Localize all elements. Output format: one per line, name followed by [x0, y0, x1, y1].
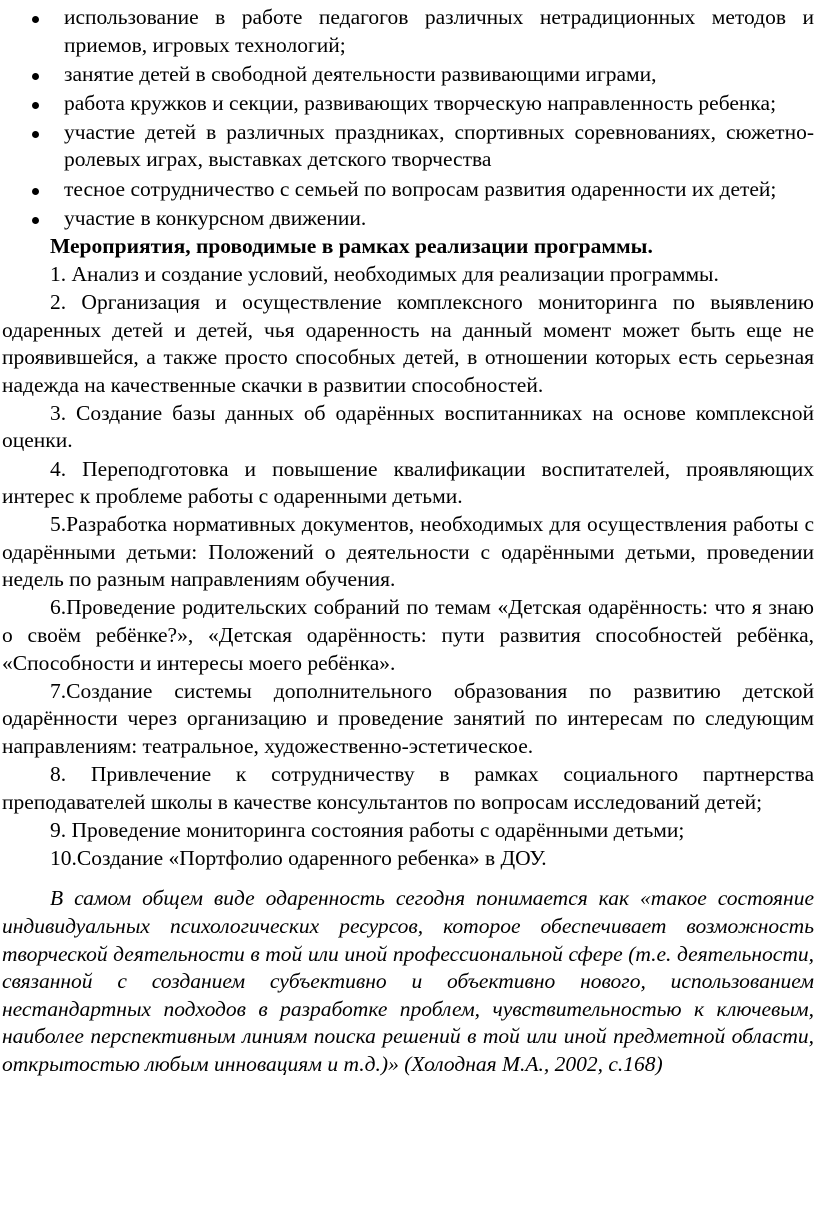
program-item: 9. Проведение мониторинга состояния работы с одарёнными детьми; — [50, 817, 685, 842]
program-item: 2. Организация и осуществление комплексного мониторинга по выявлению одаренных детей и детей, чья одаренность на данный момент может быть еще не проявившейся, а также просто способных детей, в отношении которых есть серьезная надежда на качественные скачки в развитии способностей. — [2, 289, 814, 397]
program-item: 5.Разработка нормативных документов, необходимых для осуществления работы с одарёнными детьми: Положений о деятельности с одарёнными детьми, проведении недель по разным направлениям обучения. — [2, 512, 814, 592]
program-item: 1. Анализ и создание условий, необходимых для реализации программы. — [50, 261, 719, 286]
bullet-item — [2, 61, 814, 89]
activities-bullet-list — [2, 4, 814, 232]
bullet-dot-icon — [32, 102, 39, 109]
section-heading: Мероприятия, проводимые в рамках реализации программы. — [50, 234, 653, 259]
bullet-item — [2, 4, 814, 59]
bullet-item — [2, 205, 814, 233]
bullet-dot-icon — [32, 73, 39, 80]
bullet-text: работа кружков и секции, развивающих творческую направленность ребенка; — [64, 90, 777, 115]
bullet-dot-icon — [32, 188, 39, 195]
program-item: 4. Переподготовка и повышение квалификации воспитателей, проявляющих интерес к проблеме работы с одаренными детьми. — [2, 456, 814, 509]
bullet-text: тесное сотрудничество с семьей по вопросам развития одаренности их детей; — [64, 176, 777, 201]
bullet-text: участие детей в различных праздниках, спортивных соревнованиях, сюжетно-ролевых играх, выставках детского творчества — [64, 119, 814, 172]
program-item: 7.Создание системы дополнительного образования по развитию детской одарённости через организацию и проведение занятий по интересам по следующим направлениям: театральное, художественно-эстетическое. — [2, 678, 814, 758]
program-item: 10.Создание «Портфолио одаренного ребенка» в ДОУ. — [50, 845, 547, 870]
bullet-dot-icon — [32, 131, 39, 138]
bullet-dot-icon — [32, 16, 39, 23]
bullet-text: использование в работе педагогов различных нетрадиционных методов и приемов, игровых технологий; — [64, 5, 814, 57]
bullet-item — [2, 176, 814, 204]
bullet-dot-icon — [32, 217, 39, 224]
bullet-item — [2, 90, 814, 118]
citation-quote: В самом общем виде одаренность сегодня понимается как «такое состояние индивидуальных психологических ресурсов, которое обеспечивает возможность творческой деятельности в той или иной профессиональной сфере (т.е. деятельности, связанной с созданием субъективно и объективно нового, использованием нестандартных подходов в разработке проблем, чувствительностью к ключевым, наиболее перспективным линиям поиска решений в той или иной предметной области, открытостью любым инновациям и т.д.)» (Холодная М.А., 2002, с.168) — [2, 886, 814, 1076]
document-page — [2, 4, 814, 1079]
program-item: 3. Создание базы данных об одарённых воспитанниках на основе комплексной оценки. — [2, 400, 814, 453]
bullet-text: участие в конкурсном движении. — [64, 205, 367, 230]
program-item: 8. Привлечение к сотрудничеству в рамках социального партнерства преподавателей школы в качестве консультантов по вопросам исследований детей; — [2, 762, 814, 814]
bullet-text: занятие детей в свободной деятельности развивающими играми, — [64, 61, 657, 86]
bullet-item — [2, 119, 814, 174]
program-item: 6.Проведение родительских собраний по темам «Детская одарённость: что я знаю о своём ребёнке?», «Детская одарённость: пути развития способностей ребёнка, «Способности и интересы моего ребёнка». — [2, 595, 814, 675]
